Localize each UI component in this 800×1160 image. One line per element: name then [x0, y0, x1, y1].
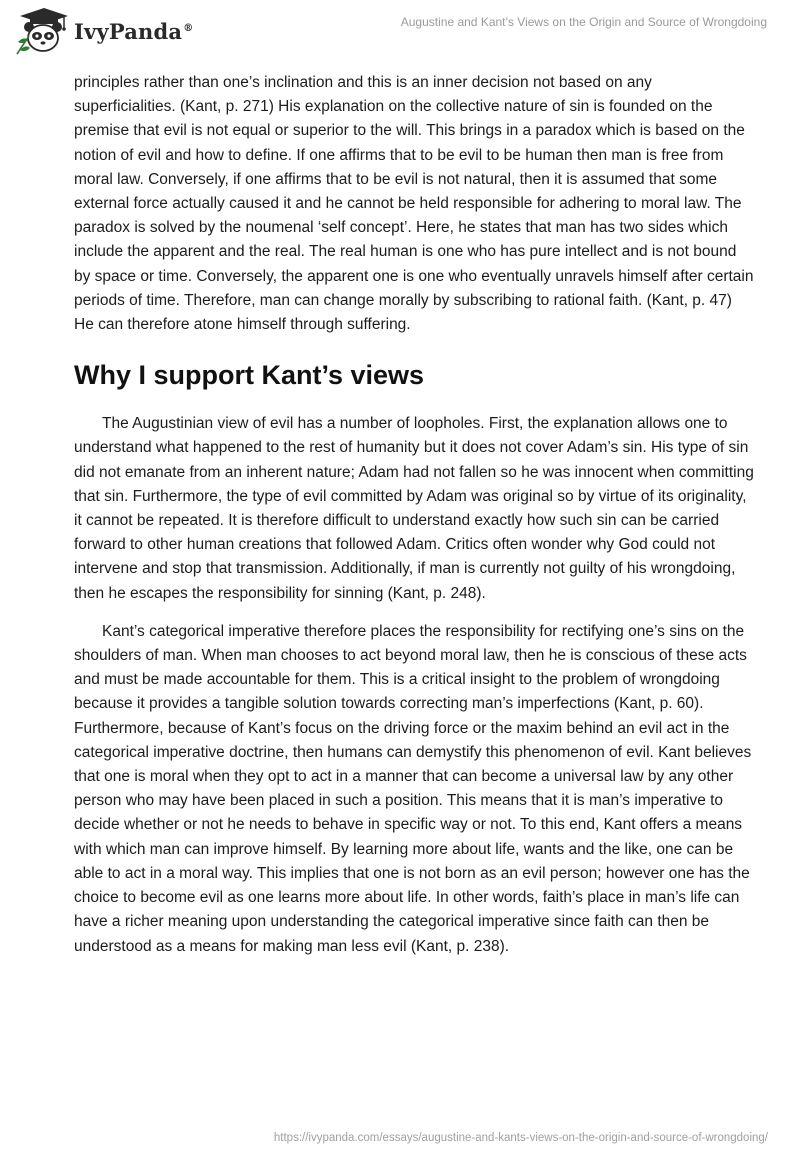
panda-graduate-icon	[14, 6, 70, 56]
ivypanda-logo[interactable]	[14, 6, 193, 56]
document-title: Augustine and Kant’s Views on the Origin and Source of Wrongdoing	[400, 15, 767, 29]
registered-mark: ®	[183, 22, 194, 34]
page-header	[0, 0, 800, 62]
section-heading: Why I support Kant’s views	[74, 360, 425, 391]
brand-name: IvyPanda®	[74, 18, 194, 44]
paragraph: The Augustinian view of evil has a number of loopholes. First, the explanation allows one to understand what happened to the rest of humanity but it does not cover Adam’s sin. His type of sin did not emanate from an inherent nature; Adam had not fallen so he was innocent when committing that sin. Furthermore, the type of evil committed by Adam was original so by virtue of its originality, it cannot be repeated. It is therefore difficult to understand exactly how such sin can be carried forward to other human creations that followed Adam. Critics often wonder why God could not intervene and stop that transmission. Additionally, if man is currently not guilty of his wrongdoing, then he escapes the responsibility for sinning (Kant, p. 248).	[74, 415, 754, 602]
paragraph: principles rather than one’s inclination and this is an inner decision not based on any superficialities. (Kant, p. 271) His explanation on the collective nature of sin is founded on the premise that evil is not equal or superior to the will. This brings in a paradox which is based on the notion of evil and how to define. If one affirms that to be evil to be human then man is free from moral law. Conversely, if one affirms that to be evil is not natural, then it is assumed that some external force actually caused it and he cannot be held responsible for adhering to moral law. The paradox is solved by the noumenal ‘self concept’. Here, he states that man has two sides which include the apparent and the real. The real human is one who has pure intellect and is not bound by space or time. Conversely, the apparent one is one who eventually unravels himself after certain periods of time. Therefore, man can change morally by subscribing to rational faith. (Kant, p. 47) He can therefore atone himself through suffering.	[74, 74, 754, 334]
essay-content	[74, 71, 754, 959]
source-url[interactable]: https://ivypanda.com/essays/augustine-and-kants-views-on-the-origin-and-source-of-wrongdoing/	[273, 1132, 768, 1144]
paragraph: Kant’s categorical imperative therefore places the responsibility for rectifying one’s sins on the shoulders of man. When man chooses to act beyond moral law, then he is conscious of these acts and must be made accountable for them. This is a critical insight to the problem of wrongdoing because it provides a tangible solution towards correcting man’s imperfections (Kant, p. 60). Furthermore, because of Kant’s focus on the driving force or the maxim behind an evil act in the categorical imperative doctrine, then humans can demystify this phenomenon of evil. Kant believes that one is moral when they opt to act in a manner that can become a universal law by any other person who may have been placed in such a position. This means that it is man’s imperative to decide whether or not he needs to behave in specific way or not. To this end, Kant offers a means with which man can improve himself. By learning more about life, wants and the like, one can be able to act in a moral way. This implies that one is not born as an evil person; however one has the choice to become evil as one learns more about life. In other words, faith’s place in man’s life can have a richer meaning upon understanding the categorical imperative since faith can then be understood as a means for making man less evil (Kant, p. 238).	[74, 622, 752, 955]
